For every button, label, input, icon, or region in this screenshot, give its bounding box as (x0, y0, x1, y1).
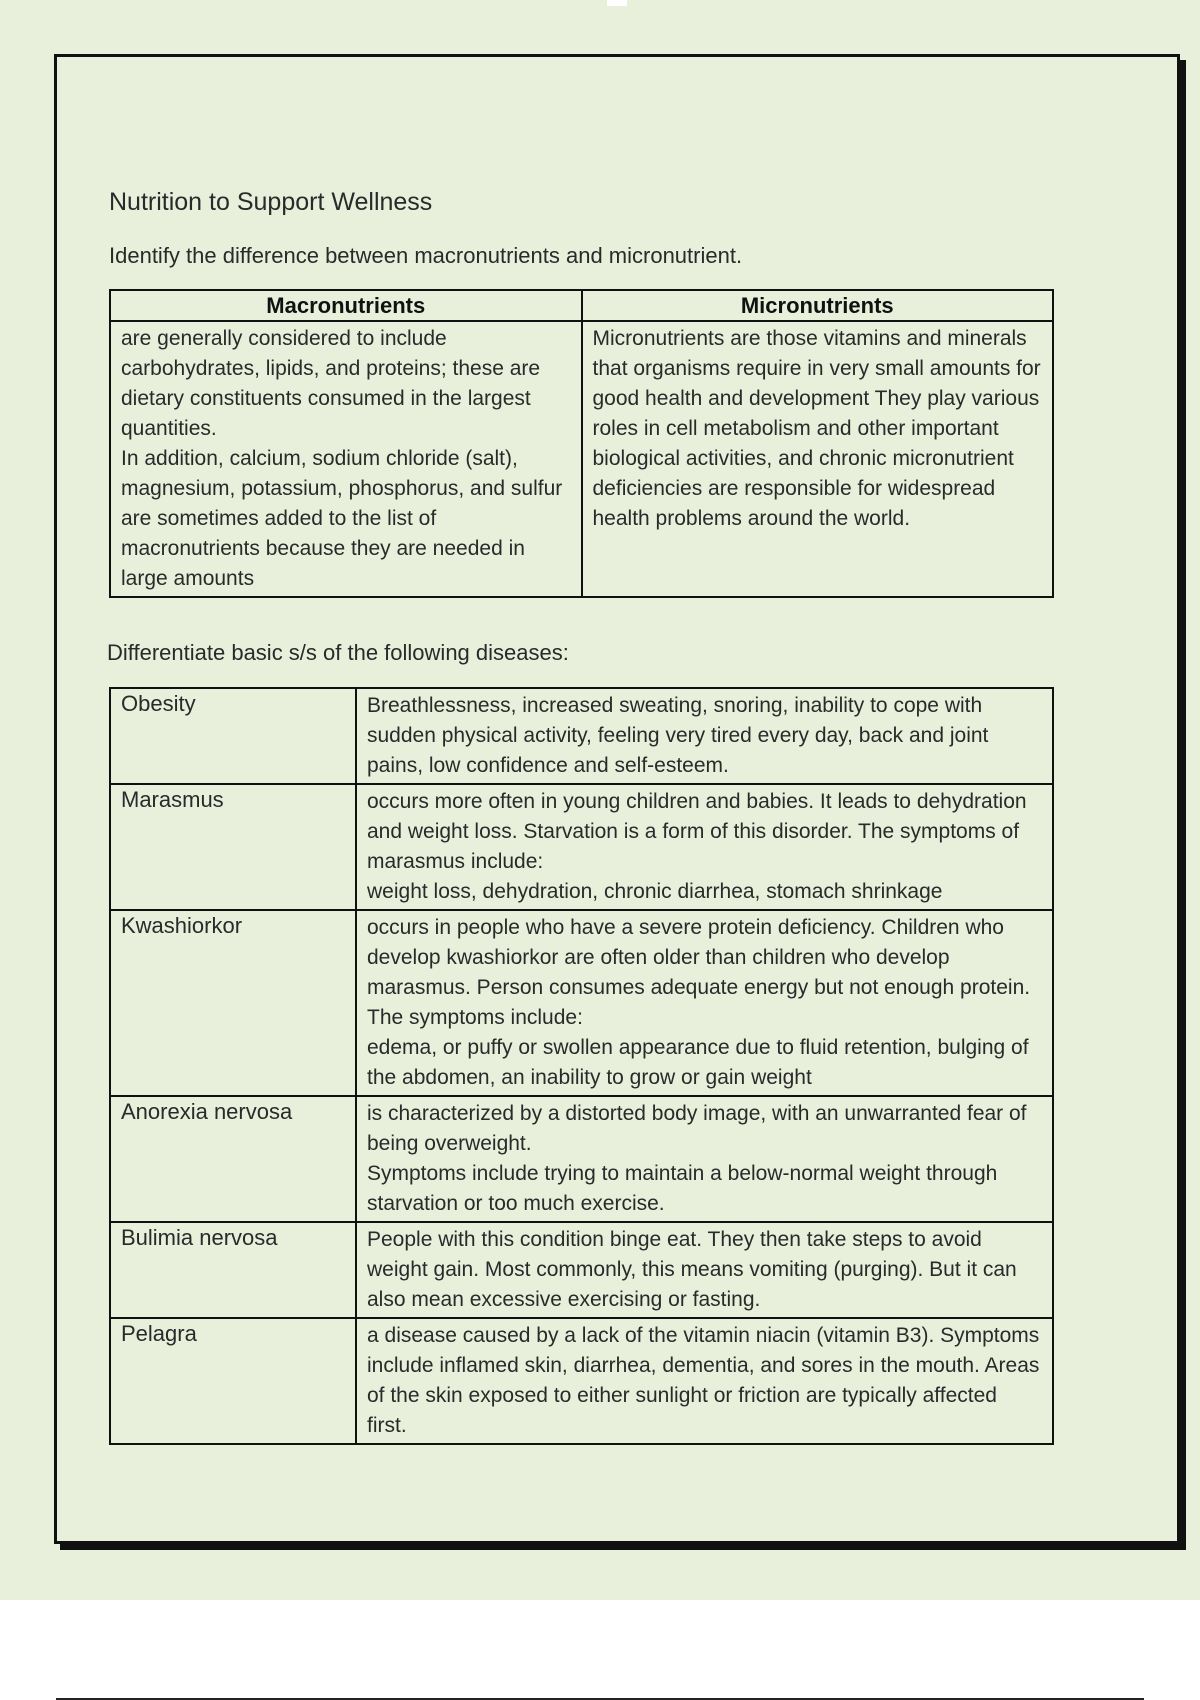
disease-row (110, 784, 1053, 910)
disease-row (110, 688, 1053, 784)
disease-name: Anorexia nervosa (110, 1096, 356, 1222)
disease-description (356, 688, 1053, 784)
disease-line: a disease caused by a lack of the vitamin niacin (vitamin B3). Symptoms include inflamed skin, diarrhea, dementia, and sores in the mouth. Areas of the skin exposed to either sunlight or friction are typically affected first. (367, 1324, 1040, 1437)
disease-line: is characterized by a distorted body image, with an unwarranted fear of being overweight. (367, 1102, 1027, 1155)
disease-row (110, 1096, 1053, 1222)
disease-name: Bulimia nervosa (110, 1222, 356, 1318)
disease-line: weight loss, dehydration, chronic diarrhea, stomach shrinkage (367, 880, 943, 903)
disease-line: Symptoms include trying to maintain a below-normal weight through starvation or too much exercise. (367, 1162, 998, 1215)
nutrient-comparison-table (109, 289, 1054, 598)
disease-row (110, 910, 1053, 1096)
disease-line: edema, or puffy or swollen appearance due to fluid retention, bulging of the abdomen, an inability to grow or gain weight (367, 1036, 1029, 1089)
macronutrients-header: Macronutrients (110, 290, 582, 321)
macronutrients-cell (110, 321, 582, 597)
disease-row (110, 1318, 1053, 1444)
nutrient-body-row (110, 321, 1053, 597)
micronutrients-cell (582, 321, 1054, 597)
macronutrients-paragraph: In addition, calcium, sodium chloride (salt), magnesium, potassium, phosphorus, and sulfur are sometimes added to the list of macronutrients because they are needed in large amounts (121, 447, 563, 590)
disease-table (109, 687, 1054, 1445)
micronutrients-header: Micronutrients (582, 290, 1054, 321)
disease-name: Obesity (110, 688, 356, 784)
disease-row (110, 1222, 1053, 1318)
micronutrients-paragraph: Micronutrients are those vitamins and minerals that organisms require in very small amounts for good health and development They play various roles in cell metabolism and other important biological activities, and chronic micronutrient deficiencies are responsible for widespread health problems around the world. (592, 327, 1041, 530)
disease-line: People with this condition binge eat. They then take steps to avoid weight gain. Most commonly, this means vomiting (purging). But it can also mean excessive exercising or fasting. (367, 1228, 1017, 1311)
disease-line: occurs in people who have a severe protein deficiency. Children who develop kwashiorkor are often older than children who develop marasmus. Person consumes adequate energy but not enough protein. The symptoms include: (367, 916, 1031, 1029)
disease-line: Breathlessness, increased sweating, snoring, inability to cope with sudden physical activity, feeling very tired every day, back and joint pains, low confidence and self-esteem. (367, 694, 989, 777)
diseases-instruction: Differentiate basic s/s of the following diseases: (107, 640, 569, 665)
disease-name: Marasmus (110, 784, 356, 910)
document-title: Nutrition to Support Wellness (109, 188, 433, 216)
disease-description (356, 1318, 1053, 1444)
top-mark (607, 0, 627, 6)
disease-name: Kwashiorkor (110, 910, 356, 1096)
disease-description (356, 910, 1053, 1096)
disease-description (356, 1096, 1053, 1222)
disease-description (356, 1222, 1053, 1318)
disease-name: Pelagra (110, 1318, 356, 1444)
nutrient-instruction: Identify the difference between macronutrients and micronutrient. (109, 243, 743, 268)
disease-description (356, 784, 1053, 910)
disease-line: occurs more often in young children and babies. It leads to dehydration and weight loss. Starvation is a form of this disorder. The symptoms of marasmus include: (367, 790, 1027, 873)
macronutrients-paragraph: are generally considered to include carbohydrates, lipids, and proteins; these are dietary constituents consumed in the largest quantities. (121, 327, 541, 440)
nutrient-header-row (110, 290, 1053, 321)
